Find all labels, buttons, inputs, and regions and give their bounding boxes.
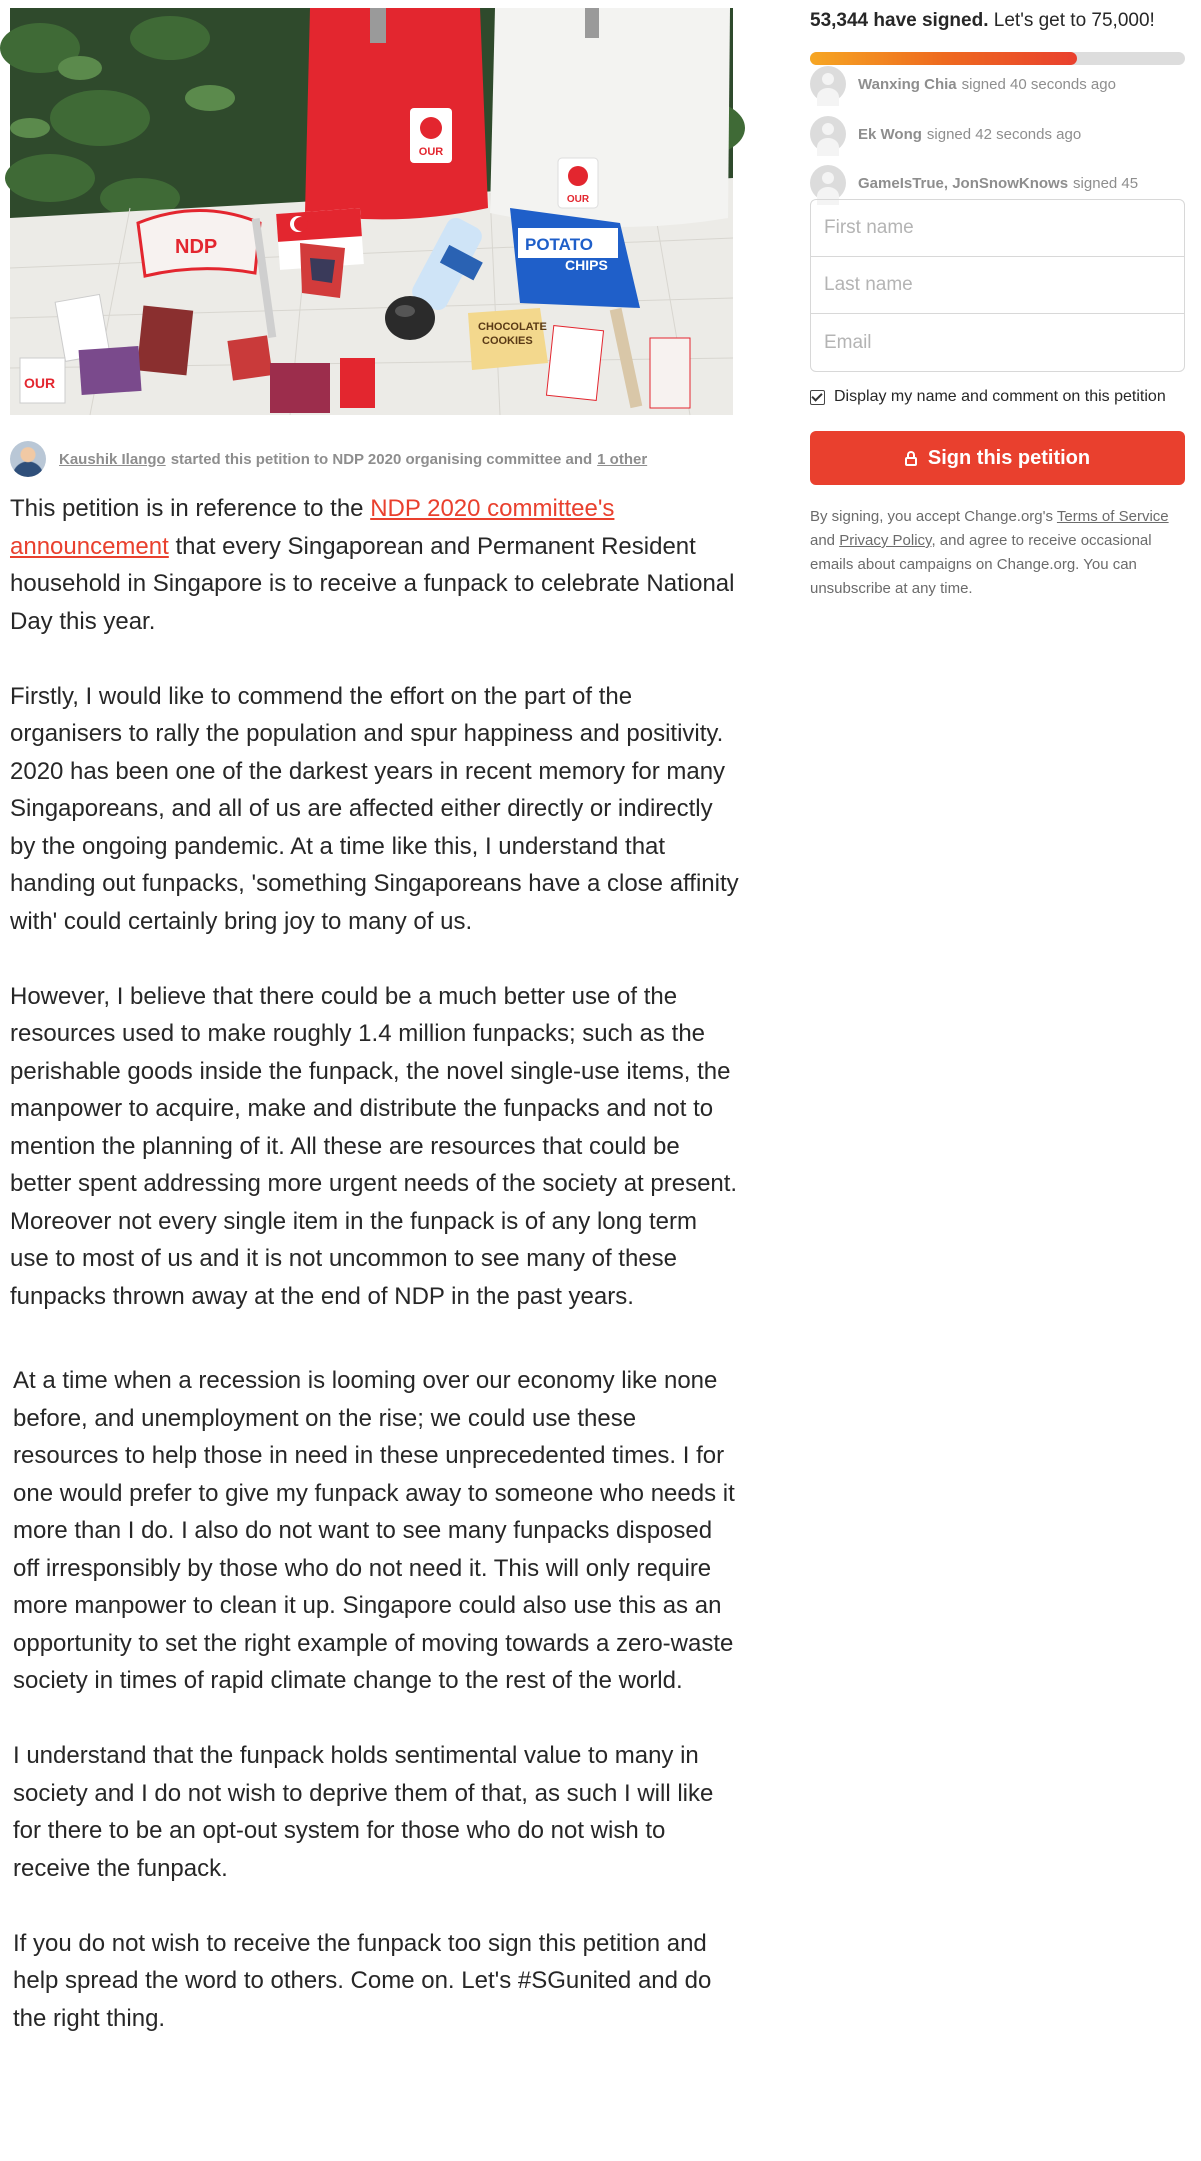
legal-text-3: , and agree to receive occasional emails about campaigns on Change.org. You can unsubscribe at any time. xyxy=(810,532,1152,597)
signature-count-bold: 53,344 have signed. xyxy=(810,10,989,31)
privacy-policy-link[interactable]: Privacy Policy xyxy=(839,532,932,549)
paragraph-commend: Firstly, I would like to commend the effort on the part of the organisers to rally the population and spur happiness and positivity. 2020 has been one of the darkest years in recent memory for many Singaporeans, and all of us are affected either directly or indirectly by the ongoing pandemic. At a time like this, I understand that handing out funpacks, 'something Singaporeans have a close affinity with' could certainly bring joy to many of us. xyxy=(10,682,739,935)
sign-petition-label: Sign this petition xyxy=(927,446,1091,469)
signer-time: signed 40 seconds ago xyxy=(961,75,1116,93)
white-bag xyxy=(490,8,730,227)
intro-text-after: that every Singaporean and Permanent Resident household in Singapore is to receive a funpack to celebrate National Day this year. xyxy=(10,532,735,635)
bag-logo-white: OUR xyxy=(566,194,590,205)
petition-hero-image xyxy=(10,8,733,415)
first-name-input[interactable] xyxy=(811,200,1184,257)
email-input[interactable] xyxy=(811,314,1184,371)
starter-avatar[interactable] xyxy=(10,441,46,477)
display-name-label: Display my name and comment on this petition xyxy=(834,388,1166,405)
signer-name: Ek Wong xyxy=(858,125,922,143)
lock-icon xyxy=(905,451,917,465)
paragraph-call-to-action: If you do not wish to receive the funpack too sign this petition and help spread the word to others. Come on. Let's #SGunited and do the right thing. xyxy=(13,1929,712,2032)
legal-disclaimer xyxy=(810,505,1185,601)
bag-logo-red: OUR xyxy=(418,146,444,158)
intro-text-before: This petition is in reference to the xyxy=(10,495,371,522)
signer-time: signed 45 xyxy=(1073,174,1139,192)
funpack-illustration xyxy=(10,8,733,415)
chips-label-bottom: CHIPS xyxy=(565,257,608,273)
starter-description: started this petition to NDP 2020 organising committee and xyxy=(170,450,593,468)
signer-avatar-icon xyxy=(810,66,846,102)
recent-signers-list xyxy=(810,72,1185,192)
signer-avatar-icon xyxy=(810,165,846,201)
paragraph-recession: At a time when a recession is looming over our economy like none before, and unemployment on the rise; we could use these resources to help those in need in these unprecedented times. I for one would prefer to give my funpack away to someone who needs it more than I do. I also do not want to see many funpacks disposed off irresponsibly by those who do not need it. This will only require more manpower to clean it up. Singapore could also use this as an opportunity to set the right example of moving towards a zero-waste society in times of rapid climate change to the rest of the world. xyxy=(13,1367,735,1694)
signer-avatar-icon xyxy=(810,116,846,152)
petition-starter-line xyxy=(10,441,740,477)
recent-signer xyxy=(810,116,1081,152)
paragraph-intro xyxy=(10,490,740,640)
display-name-checkbox[interactable] xyxy=(810,390,825,405)
paragraph-opt-out: I understand that the funpack holds sentimental value to many in society and I do not wish to deprive them of that, as such I will like for there to be an opt-out system for those who do not wish to receive the funpack. xyxy=(13,1742,714,1882)
booklet-logo: OUR xyxy=(24,375,56,391)
legal-text-1: By signing, you accept Change.org's xyxy=(810,508,1057,525)
signature-goal-text: Let's get to 75,000! xyxy=(988,10,1155,31)
terms-of-service-link[interactable]: Terms of Service xyxy=(1056,508,1169,525)
legal-text-2: and xyxy=(810,532,840,549)
other-decision-makers-link[interactable]: 1 other xyxy=(597,450,648,468)
signature-progress-bar xyxy=(810,52,1185,65)
paragraph-resources: However, I believe that there could be a much better use of the resources used to make roughly 1.4 million funpacks; such as the perishable goods inside the funpack, the novel single-use items, the manpower to acquire, make and distribute the funpacks and not to mention the planning of it. All these are resources that could be better spent addressing more urgent needs of the society at present. Moreover not every single item in the funpack is of any long term use to most of us and it is not uncommon to see many of these funpacks thrown away at the end of NDP in the past years. xyxy=(10,982,738,1310)
cookies-label-bottom: COOKIES xyxy=(482,335,533,347)
signature-count xyxy=(810,10,1155,32)
chips-label-top: POTATO xyxy=(525,235,593,254)
ndp-announcement-link[interactable]: NDP 2020 committee's announcement xyxy=(10,495,615,560)
signer-name: GameIsTrue, JonSnowKnows xyxy=(858,174,1069,192)
visor-text: NDP xyxy=(175,236,218,258)
signer-time: signed 42 seconds ago xyxy=(926,125,1082,143)
sign-form xyxy=(810,199,1185,372)
signature-progress-fill xyxy=(810,52,1077,65)
display-name-option[interactable] xyxy=(810,388,1166,406)
petition-description xyxy=(10,490,740,2037)
signer-name: Wanxing Chia xyxy=(858,75,957,93)
cookies-label-top: CHOCOLATE xyxy=(478,321,547,333)
red-bag xyxy=(305,8,488,219)
recent-signer xyxy=(810,66,1116,102)
recent-signer xyxy=(810,165,1138,201)
last-name-input[interactable] xyxy=(811,257,1184,314)
starter-name-link[interactable]: Kaushik Ilango xyxy=(59,450,166,468)
sign-petition-button[interactable] xyxy=(810,431,1185,485)
